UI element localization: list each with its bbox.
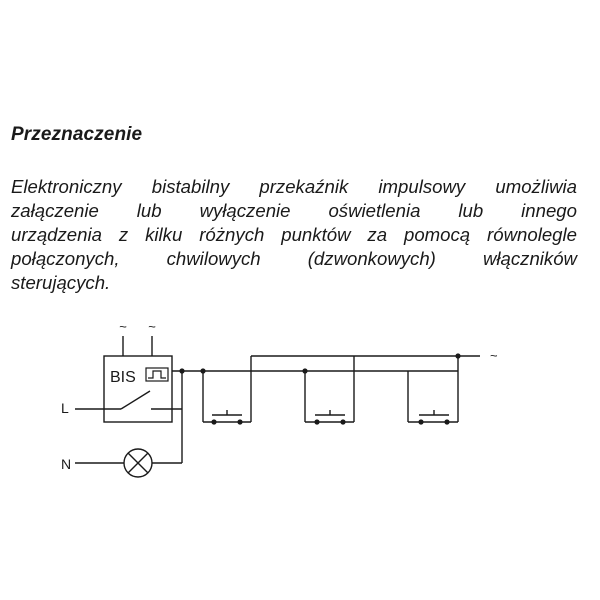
description-line: załączenie lub wyłączenie oświetlenia lub innego (11, 200, 577, 221)
relay-box (104, 356, 172, 422)
live-label: L (61, 400, 69, 416)
output-symbol: ~ (490, 348, 498, 363)
push-button-icon (305, 371, 354, 425)
push-button-icon (408, 371, 458, 425)
description-line: sterujących. (11, 272, 111, 293)
supply-symbol-1: ~ (119, 319, 127, 334)
section-heading: Przeznaczenie (11, 124, 143, 145)
description-line: Elektroniczny bistabilny przekaźnik impulsowy umożliwia (11, 176, 577, 197)
pulse-waveform (148, 371, 166, 378)
push-button-icon (203, 371, 251, 425)
pulse-symbol-frame (146, 368, 168, 381)
description-line: urządzenia z kilku różnych punktów za pomocą równolegle (11, 224, 577, 245)
supply-symbol-2: ~ (148, 319, 156, 334)
description-line: połączonych, chwilowych (dzwonkowych) włączników (11, 248, 577, 269)
junction-dot (455, 353, 460, 358)
neutral-label: N (61, 456, 72, 472)
relay-label: BIS (110, 369, 136, 386)
relay-contact (121, 391, 150, 409)
